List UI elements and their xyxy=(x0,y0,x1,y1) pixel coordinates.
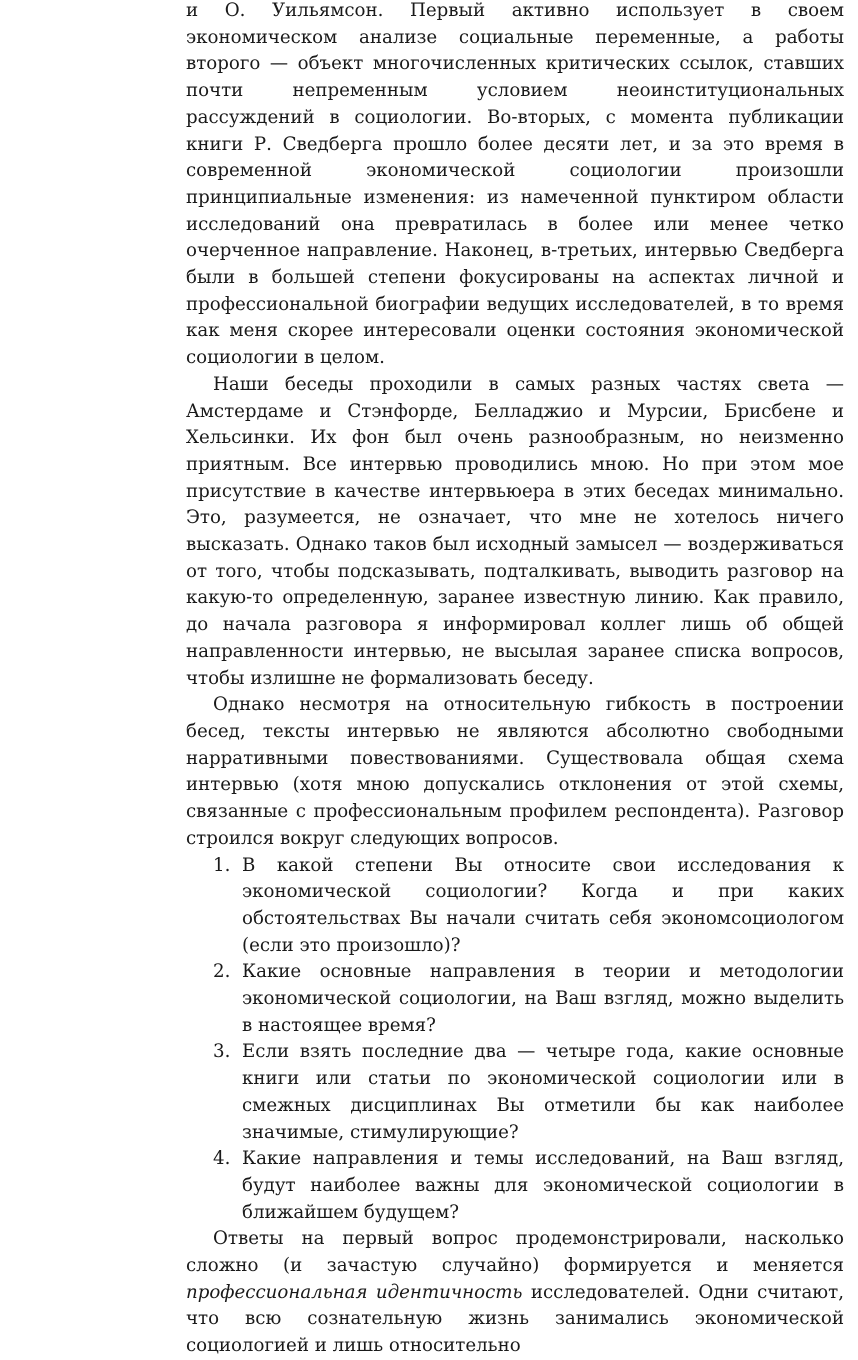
list-item xyxy=(186,959,844,1039)
list-item xyxy=(186,1146,844,1226)
answers-text-end: исследователей. Одни считают, что всю сознательную жизнь занимались экономической социологией и лишь относительно xyxy=(186,1281,844,1357)
answers-text-start: Ответы на первый вопрос продемонстрировали, насколько сложно (и зачастую случайно) формируется и меняется xyxy=(186,1228,844,1277)
paragraph-conversations: Наши беседы проходили в самых разных частях света — Амстердаме и Стэнфорде, Белладжио и Мурсии, Брисбене и Хельсинки. Их фон был очень разнообразным, но неизменно приятным. Все интервью проводились мною. Но при этом мое присутствие в качестве интервьюера в этих беседах минимально. Это, разумеется, не означает, что мне не хотелось ничего высказать. Однако таков был исходный замысел — воздерживаться от того, чтобы подсказывать, подталкивать, выводить разговор на какую-то определенную, заранее известную линию. Как правило, до начала разговора я информировал коллег лишь об общей направленности интервью, не высылая заранее списка вопросов, чтобы излишне не формализовать беседу. xyxy=(186,373,844,689)
paragraph-interview-scheme: Однако несмотря на относительную гибкость в построении бесед, тексты интервью не являются абсолютно свободными нарративными повествованиями. Существовала общая схема интервью (хотя мною допускались отклонения от этой схемы, связанные с профессиональным профилем респондента). Разговор строился вокруг следующих вопросов. xyxy=(186,694,844,849)
list-number: 2. xyxy=(213,961,231,983)
list-text: Какие основные направления в теории и методологии экономической социологии, на Ваш взгляд, можно выделить в настоящее время? xyxy=(242,961,844,1036)
list-number: 4. xyxy=(213,1148,231,1170)
paragraph-continuation: и О. Уильямсон. Первый активно использует в своем экономическом анализе социальные переменные, а работы второго — объект многочисленных критических ссылок, ставших почти непременным условием неоинституциональных рассуждений в социологии. Во-вторых, с момента публикации книги Р. Сведберга прошло более десяти лет, и за это время в современной экономической социологии произошли принципиальные изменения: из намеченной пунктиром области исследований она превратилась в более или менее четко очерченное направление. Наконец, в-третьих, интервью Сведберга были в большей степени фокусированы на аспектах личной и профессиональной биографии ведущих исследователей, в то время как меня скорее интересовали оценки состояния экономической социологии в целом. xyxy=(186,0,844,369)
list-item xyxy=(186,1039,844,1146)
list-number: 3. xyxy=(213,1041,231,1063)
list-text: Какие направления и темы исследований, на Ваш взгляд, будут наиболее важны для экономической социологии в ближайшем будущем? xyxy=(242,1148,844,1223)
emphasis-professional-identity: профессиональная идентичность xyxy=(186,1281,523,1303)
list-item xyxy=(186,853,844,960)
questions-list xyxy=(186,853,844,1227)
list-text: В какой степени Вы относите свои исследования к экономической социологии? Когда и при каких обстоятельствах Вы начали считать себя экономсоциологом (если это произошло)? xyxy=(242,854,844,956)
list-text: Если взять последние два — четыре года, какие основные книги или статьи по экономической социологии или в смежных дисциплинах Вы отметили бы как наиболее значимые, стимулирующие? xyxy=(242,1041,844,1143)
list-number: 1. xyxy=(213,854,231,876)
paragraph-answers xyxy=(186,1226,844,1360)
document-page xyxy=(186,0,844,1360)
